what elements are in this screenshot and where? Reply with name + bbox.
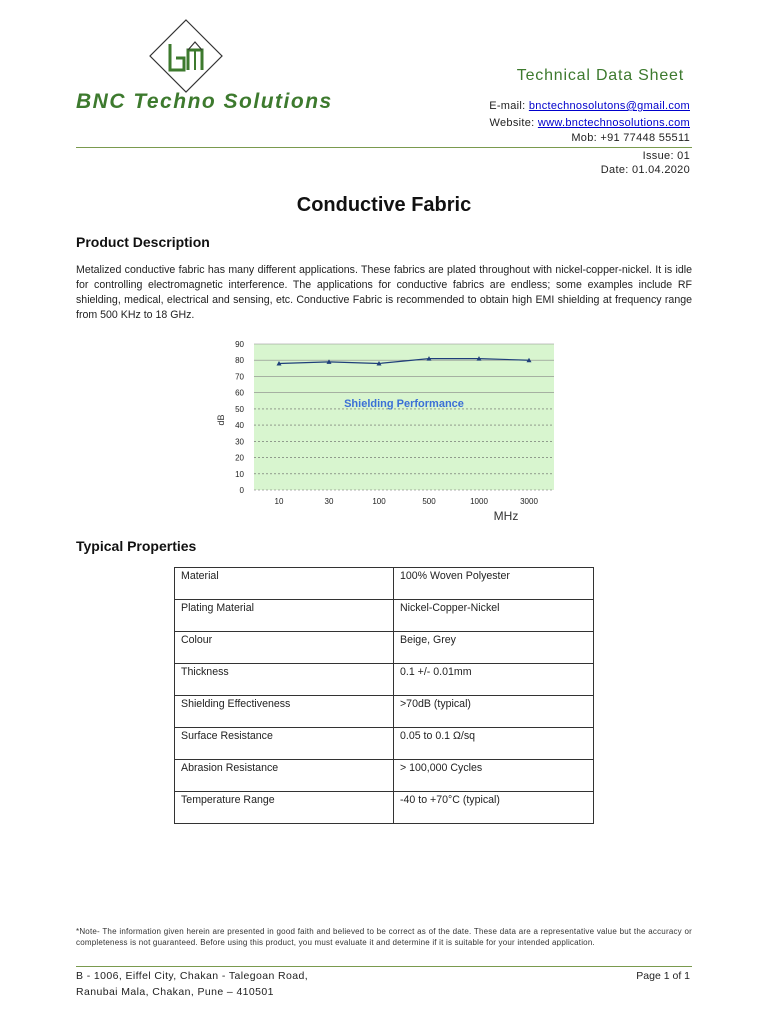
y-tick-label: 40 — [235, 421, 244, 431]
description-text: Metalized conductive fabric has many different applications. These fabrics are plated throughout with nickel-copper-nickel. It is idle for controlling electromagnetic interference. The applications for conductive fabrics are endless; some examples include RF shielding, medical, electrical and sensing, etc. Conductive Fabric is recommended to obtain high EMI shielding at frequency range from 500 KHz to 18 GHz. — [76, 264, 692, 321]
y-tick-label: 80 — [235, 356, 244, 366]
website-link[interactable]: www.bnctechnosolutions.com — [537, 117, 690, 129]
address-line-1: B - 1006, Eiffel City, Chakan - Talegoan Road, — [76, 970, 309, 982]
address-line-2: Ranubai Mala, Chakan, Pune – 410501 — [76, 986, 274, 998]
x-tick-label: 3000 — [520, 497, 538, 506]
property-name: Temperature Range — [175, 792, 394, 824]
table-row — [175, 792, 594, 824]
page-number: Page 1 of 1 — [636, 970, 690, 982]
email-label: E-mail: — [489, 100, 526, 112]
section-heading-properties: Typical Properties — [76, 538, 197, 554]
email-line — [489, 100, 690, 112]
y-tick-label: 30 — [235, 437, 244, 447]
property-value: Beige, Grey — [394, 632, 594, 664]
x-tick-label: 10 — [274, 497, 284, 506]
property-value: 0.1 +/- 0.01mm — [394, 664, 594, 696]
table-row — [175, 600, 594, 632]
y-axis-label: dB — [216, 414, 226, 426]
mobile-number: Mob: +91 77448 55511 — [571, 132, 690, 144]
footer-divider — [76, 966, 692, 967]
x-tick-label: 30 — [324, 497, 334, 506]
table-row — [175, 728, 594, 760]
property-value: 100% Woven Polyester — [394, 568, 594, 600]
property-value: >70dB (typical) — [394, 696, 594, 728]
document-type: Technical Data Sheet — [516, 67, 684, 84]
property-name: Colour — [175, 632, 394, 664]
property-name: Plating Material — [175, 600, 394, 632]
website-label: Website: — [489, 117, 535, 129]
y-tick-label: 90 — [235, 340, 244, 349]
x-tick-label: 500 — [422, 497, 436, 506]
y-tick-label: 50 — [235, 404, 244, 414]
property-name: Surface Resistance — [175, 728, 394, 760]
disclaimer-note: *Note- The information given herein are presented in good faith and believed to be correct as of the date. These data are a representative value but the accuracy or completeness is not guaranteed. Before using this product, you must evaluate it and determine if it is suitable for your intended application. — [76, 927, 692, 947]
y-tick-label: 20 — [235, 453, 244, 463]
property-name: Abrasion Resistance — [175, 760, 394, 792]
website-line — [490, 117, 690, 129]
issue-number: Issue: 01 — [642, 150, 690, 162]
y-tick-label: 60 — [235, 388, 244, 398]
table-row — [175, 696, 594, 728]
company-name: BNC Techno Solutions — [76, 90, 333, 113]
table-row — [175, 632, 594, 664]
email-link[interactable]: bnctechnosolutons@gmail.com — [528, 100, 690, 112]
table-row — [175, 568, 594, 600]
properties-table — [174, 567, 594, 824]
y-tick-label: 0 — [239, 486, 244, 495]
chart-plot-area — [254, 344, 554, 490]
x-tick-label: 100 — [372, 497, 386, 506]
property-value: > 100,000 Cycles — [394, 760, 594, 792]
table-row — [175, 664, 594, 696]
x-tick-label: 1000 — [470, 497, 488, 506]
x-axis-label: MHz — [493, 509, 519, 522]
issue-date: Date: 01.04.2020 — [600, 164, 690, 176]
y-tick-label: 10 — [235, 469, 244, 479]
shielding-chart — [214, 336, 554, 522]
chart-title: Shielding Performance — [344, 398, 464, 410]
header-divider — [76, 147, 692, 148]
y-tick-label: 70 — [235, 372, 244, 382]
property-value: Nickel-Copper-Nickel — [394, 600, 594, 632]
table-row — [175, 760, 594, 792]
document-title: Conductive Fabric — [296, 194, 472, 216]
property-name: Shielding Effectiveness — [175, 696, 394, 728]
section-heading-description: Product Description — [76, 234, 210, 250]
property-name: Thickness — [175, 664, 394, 696]
property-name: Material — [175, 568, 394, 600]
property-value: 0.05 to 0.1 Ω/sq — [394, 728, 594, 760]
property-value: -40 to +70°C (typical) — [394, 792, 594, 824]
company-logo — [148, 18, 224, 94]
